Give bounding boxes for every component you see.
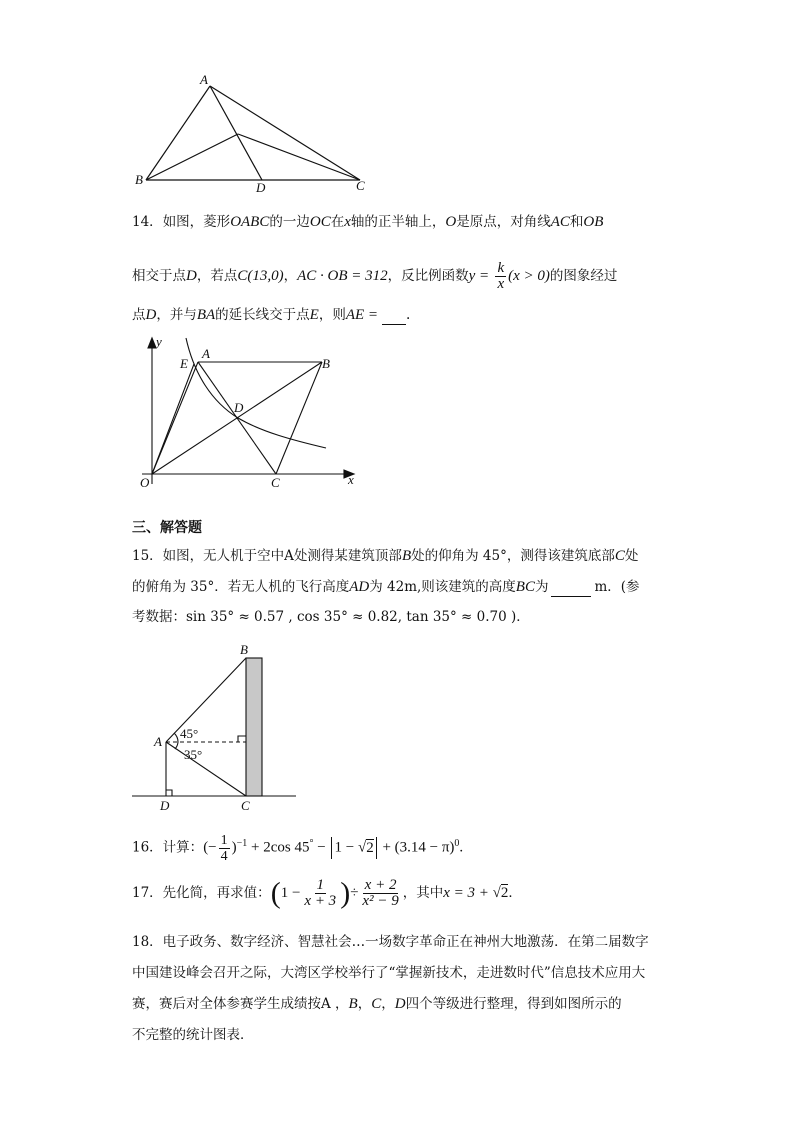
label-a: A xyxy=(202,346,210,361)
label-y: y xyxy=(156,334,162,349)
abs-bar-left xyxy=(331,837,332,859)
label-b: B xyxy=(322,356,330,371)
label-a: A xyxy=(200,72,208,87)
angle-arc-45 xyxy=(174,733,178,742)
label-a: A xyxy=(154,734,162,749)
side-bc xyxy=(276,362,322,474)
section-heading: 三、解答题 xyxy=(132,520,202,536)
abs-bar-right xyxy=(376,837,377,859)
label-c: C xyxy=(271,475,280,490)
label-d: D xyxy=(234,400,244,415)
label-c: C xyxy=(356,178,365,193)
q15-line-3: 考数据：sin 35° ≈ 0.57 , cos 35° ≈ 0.82, tan 35° ≈ 0.70 )． xyxy=(132,609,530,625)
answer-blank xyxy=(551,582,591,597)
rhombus-coordinate-figure-14 xyxy=(132,334,372,492)
label-angle-45: 45° xyxy=(180,726,199,741)
fraction-k-over-x: $\frac{k}{x}$ xyxy=(497,260,505,292)
segment-ab xyxy=(146,86,210,180)
q16-line: 16．计算：(− $\frac{1}{4}$ )$^{-1}$ + 2cos $45^\circ - 1 - √2 + (3.14 - \pi)^0$. xyxy=(132,832,464,864)
right-angle-mark-building xyxy=(238,736,246,742)
segment-ac xyxy=(210,86,360,180)
label-angle-35: 35° xyxy=(184,747,203,762)
label-b: B xyxy=(240,642,248,657)
label-x: x xyxy=(348,472,354,487)
q15-line-2: 的俯角为 35°．若无人机的飞行高度AD为 42m,则该建筑的高度BC为 m．(参 xyxy=(132,579,640,595)
sight-line-ac xyxy=(166,742,246,796)
q14-line-3: 点D，并与BA的延长线交于点E，则AE = . xyxy=(132,307,411,323)
label-c: C xyxy=(241,798,250,813)
segment-b-inner xyxy=(146,134,238,180)
label-e: E xyxy=(180,356,188,371)
answer-blank xyxy=(382,310,406,325)
segment-inner-c xyxy=(238,134,360,180)
segment-oe xyxy=(152,364,194,474)
paren-close: ) xyxy=(340,876,351,910)
paren-open: ( xyxy=(270,876,281,910)
triangle-figure-13 xyxy=(130,70,380,200)
label-d: D xyxy=(160,798,170,813)
fraction-one-quarter: $\frac{1}{4}$ xyxy=(220,832,228,864)
y-axis-arrow xyxy=(148,338,156,348)
q18-line-3: 赛，赛后对全体参赛学生成绩按A ，B，C，D四个等级进行整理，得到如图所示的 xyxy=(132,996,622,1012)
sight-line-ab xyxy=(166,658,246,742)
drone-building-figure-15 xyxy=(130,640,300,816)
segment-ad xyxy=(210,86,262,180)
label-o: O xyxy=(140,475,150,490)
q17-line: 17．先化简，再求值：(1 − $\frac{1}{x + 3}$ )÷ $\frac{x + 2}{\text{x² − 9}}$ ，其中x = 3 + √2． xyxy=(132,876,522,910)
q14-line-2: 相交于点D，若点C(13,0)，AC · OB = 312，反比例函数y = $\frac{k}{x}$ (x > 0)的图象经过 xyxy=(132,260,618,292)
label-b: B xyxy=(135,172,143,187)
fraction-x-plus-2-over-x2-minus-9: $\frac{x + 2}{\text{x² − 9}}$ xyxy=(362,877,399,909)
right-angle-mark-ground xyxy=(166,790,172,796)
q18-line-4: 不完整的统计图表． xyxy=(132,1027,254,1043)
q18-line-1: 18．电子政务、数字经济、智慧社会…一场数字革命正在神州大地激荡．在第二届数字 xyxy=(132,934,649,950)
building xyxy=(246,658,262,796)
fraction-1-over-x-plus-3: $\frac{1}{x + 3}$ xyxy=(304,877,337,909)
q15-line-1: 15．如图，无人机于空中A处测得某建筑顶部B处的仰角为 45°，测得该建筑底部C处 xyxy=(132,548,639,564)
q14-line-1: 14．如图，菱形OABC的一边OC在x轴的正半轴上，O是原点，对角线AC和OB xyxy=(132,214,604,230)
label-d: D xyxy=(256,180,266,195)
q18-line-2: 中国建设峰会召开之际，大湾区学校举行了“掌握新技术，走进数时代”信息技术应用大 xyxy=(132,965,646,981)
angle-arc-35 xyxy=(175,742,178,749)
